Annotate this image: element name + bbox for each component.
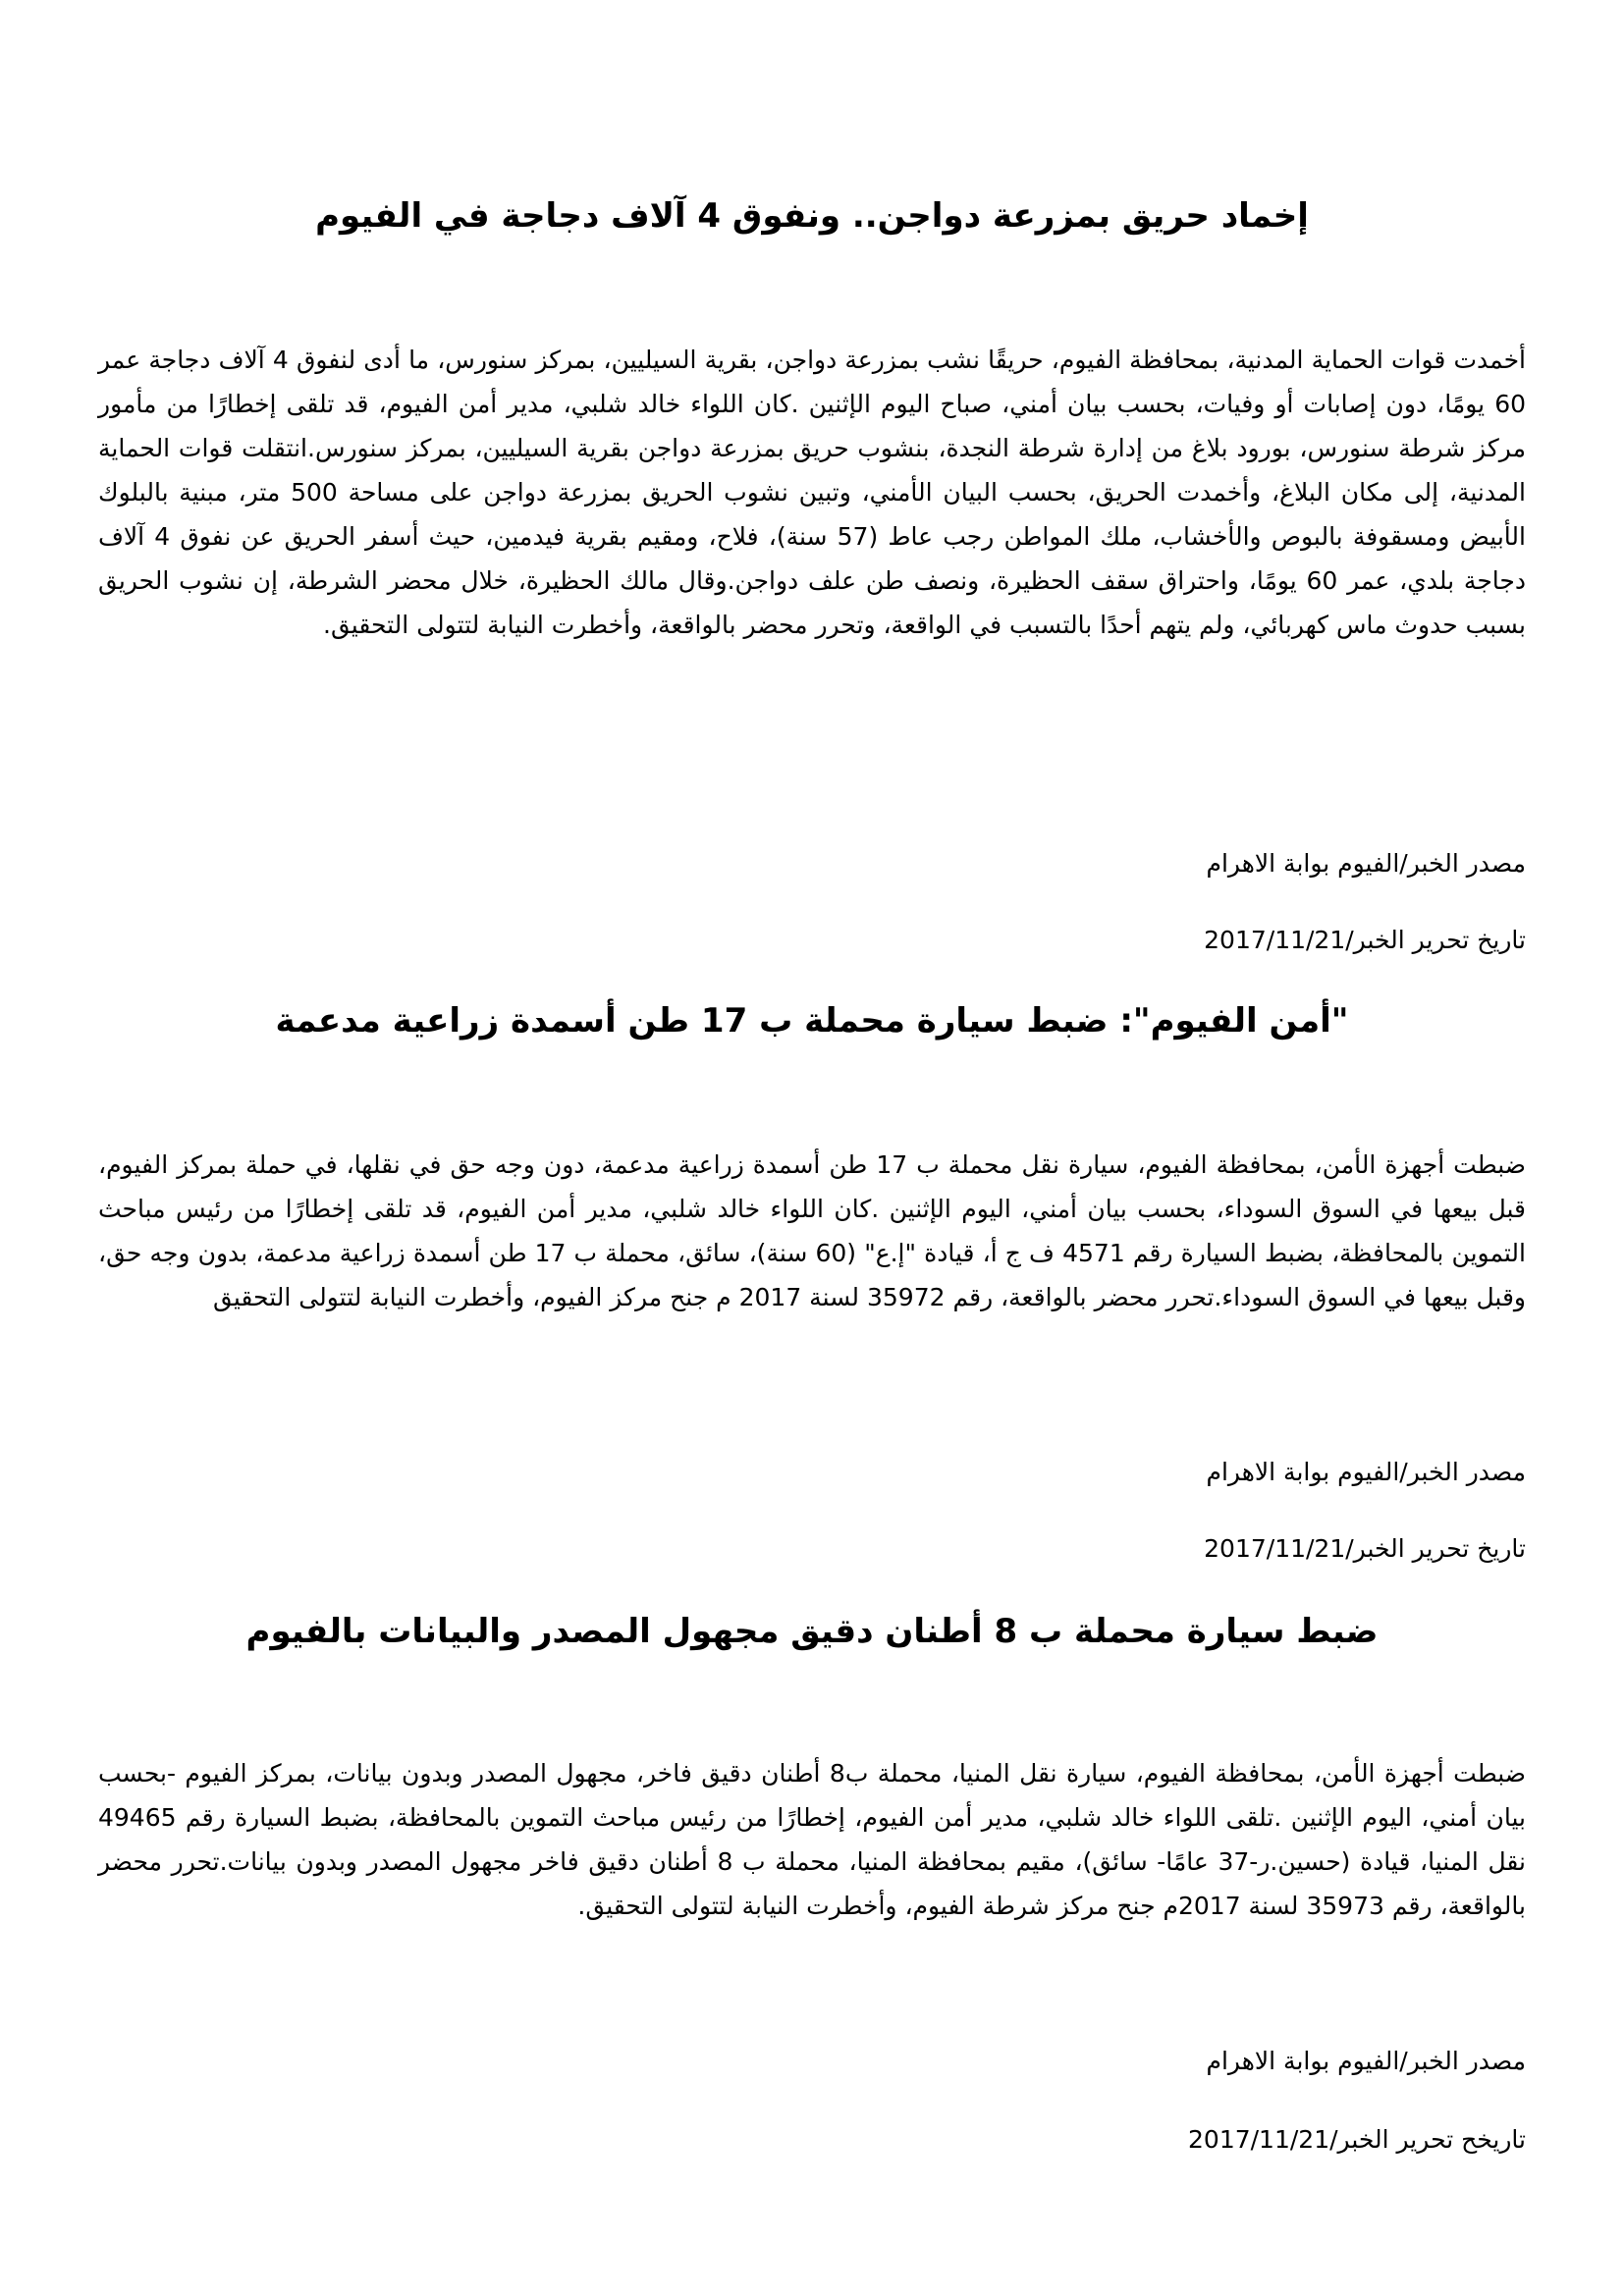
article-1-title: إخماد حريق بمزرعة دواجن.. ونفوق 4 آلاف دجاجة في الفيوم xyxy=(315,196,1309,236)
article-2-body: ضبطت أجهزة الأمن، بمحافظة الفيوم، سيارة نقل محملة ب 17 طن أسمدة زراعية مدعمة، دون وجه حق في نقلها، في حملة بمركز الفيوم، قبل بيعها في السوق السوداء، بحسب بيان أمني، اليوم الإثنين .كان اللواء خالد شلبي، مدير أمن الفيوم، قد تلقى إخطارًا من رئيس مباحث التموين بالمحافظة، بضبط السيارة رقم 4571 ف ج أ، قيادة "إ.ع" (60 سنة)، سائق، محملة ب 17 طن أسمدة زراعية مدعمة، بدون وجه حق، وقبل بيعها في السوق السوداء.تحرر محضر بالواقعة، رقم 35972 لسنة 2017 م جنح مركز الفيوم، وأخطرت النيابة لتتولى التحقيق xyxy=(98,1150,1526,1311)
article-1-body: أخمدت قوات الحماية المدنية، بمحافظة الفيوم، حريقًا نشب بمزرعة دواجن، بقرية السيليين، بمركز سنورس، ما أدى لنفوق 4 آلاف دجاجة عمر 60 يومًا، دون إصابات أو وفيات، بحسب بيان أمني، صباح اليوم الإثنين .كان اللواء خالد شلبي، مدير أمن الفيوم، قد تلقى إخطارًا من مأمور مركز شرطة سنورس، بورود بلاغ من إدارة شرطة النجدة، بنشوب حريق بمزرعة دواجن بقرية السيليين، بمركز سنورس.انتقلت قوات الحماية المدنية، إلى مكان البلاغ، وأخمدت الحريق، بحسب البيان الأمني، وتبين نشوب الحريق بمزرعة دواجن على مساحة 500 متر، مبنية بالبلوك الأبيض ومسقوفة بالبوص والأخشاب، ملك المواطن رجب عاط (57 سنة)، فلاح، ومقيم بقرية فيدمين، حيث أسفر الحريق عن نفوق 4 آلاف دجاجة بلدي، عمر 60 يومًا، واحتراق سقف الحظيرة، ونصف طن علف دواجن.وقال مالك الحظيرة، خلال محضر الشرطة، إن نشوب الحريق بسبب حدوث ماس كهربائي، ولم يتهم أحدًا بالتسبب في الواقعة، وتحرر محضر بالواقعة، وأخطرت النيابة لتتولى التحقيق. xyxy=(98,346,1527,639)
article-2-source: مصدر الخبر/الفيوم بوابة الاهرام xyxy=(1206,1458,1526,1486)
article-3-date: تاريخح تحرير الخبر/2017/11/21 xyxy=(1188,2125,1526,2154)
document-page xyxy=(98,0,1526,2296)
article-3-body: ضبطت أجهزة الأمن، بمحافظة الفيوم، سيارة نقل المنيا، محملة ب8 أطنان دقيق فاخر، مجهول المصدر وبدون بيانات، بمركز الفيوم -بحسب بيان أمني، اليوم الإثنين .تلقى اللواء خالد شلبي، مدير أمن الفيوم، إخطارًا من رئيس مباحث التموين بالمحافظة، بضبط السيارة رقم 49465 نقل المنيا، قيادة (حسين.ر-37 عامًا- سائق)، مقيم بمحافظة المنيا، محملة ب 8 أطنان دقيق فاخر مجهول المصدر وبدون بيانات.تحرر محضر بالواقعة، رقم 35973 لسنة 2017م جنح مركز شرطة الفيوم، وأخطرت النيابة لتتولى التحقيق. xyxy=(98,1759,1526,1920)
article-2-date: تاريخ تحرير الخبر/2017/11/21 xyxy=(1204,1534,1526,1563)
article-1-date: تاريخ تحرير الخبر/2017/11/21 xyxy=(1204,926,1526,954)
article-2-title: "أمن الفيوم": ضبط سيارة محملة ب 17 طن أسمدة زراعية مدعمة xyxy=(275,1001,1349,1041)
article-1-source: مصدر الخبر/الفيوم بوابة الاهرام xyxy=(1206,849,1526,878)
article-3-title: ضبط سيارة محملة ب 8 أطنان دقيق مجهول المصدر والبيانات بالفيوم xyxy=(245,1612,1379,1651)
article-3-source: مصدر الخبر/الفيوم بوابة الاهرام xyxy=(1206,2047,1526,2075)
